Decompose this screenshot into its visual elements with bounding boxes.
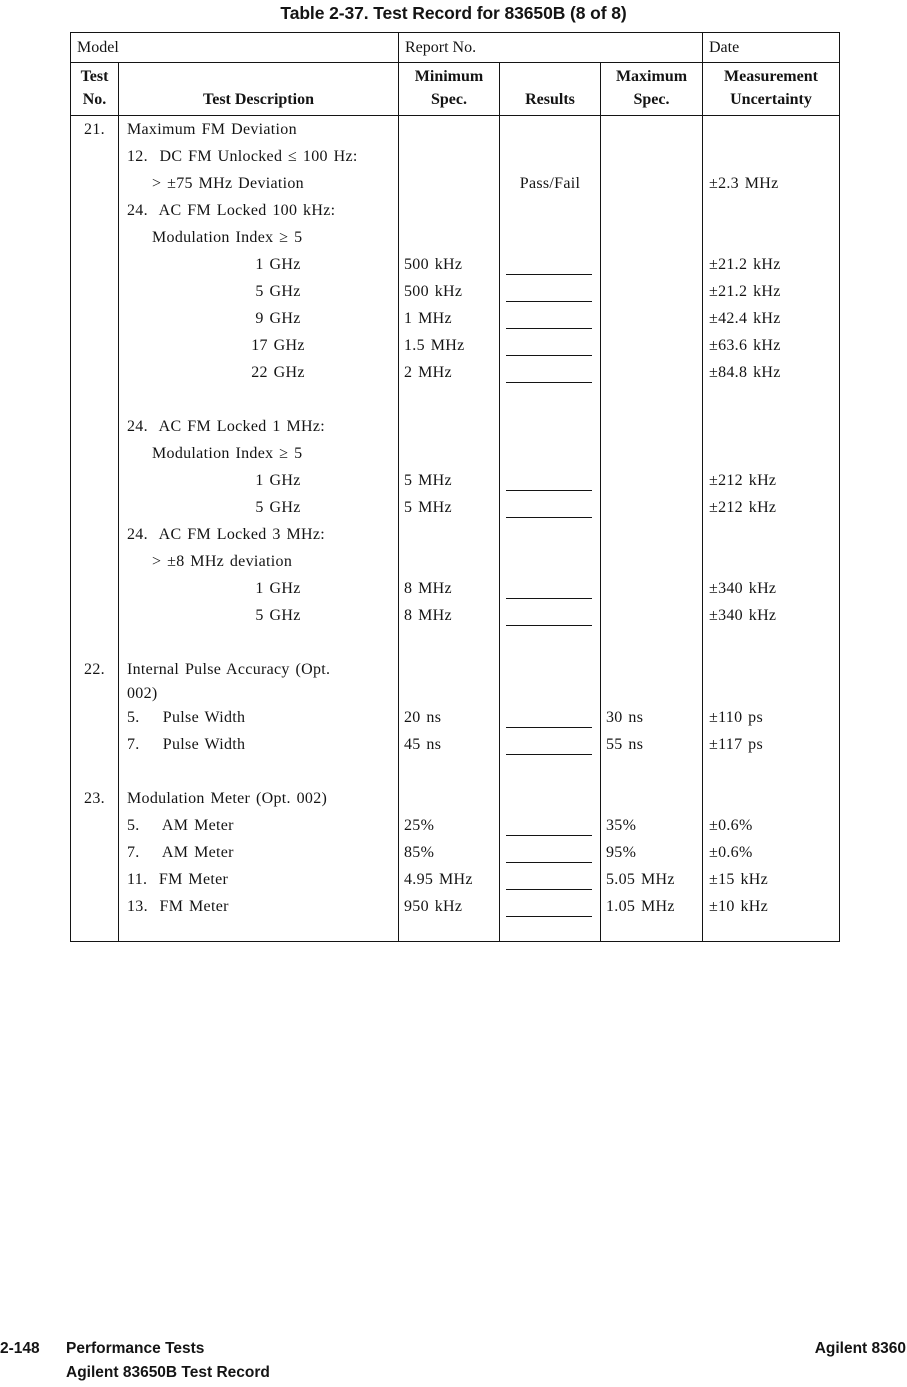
cell-minimum-spec: 5 MHz [399,494,500,521]
description-text: 5. Pulse Width [127,708,246,726]
column-header-test-no [71,63,119,115]
table-header-row [71,63,839,116]
column-header-line: Measurement [724,68,818,85]
cell-description [119,386,399,413]
cell-maximum-spec [601,386,703,413]
description-text: 002) [127,684,158,702]
cell-uncertainty: ±212 kHz [709,498,777,516]
table-row [71,656,839,683]
cell-minimum-spec: 500 kHz [399,251,500,278]
cell-minimum-spec [399,758,500,785]
description-text: 17 GHz [251,336,305,354]
description-text: 11. FM Meter [127,870,229,888]
table-row [71,467,839,494]
description-text: > ±8 MHz deviation [152,552,293,570]
column-header-line: No. [82,91,107,108]
cell-results [500,839,601,866]
cell-results [500,251,601,278]
table-row [71,197,839,224]
cell-test-no [71,704,119,731]
column-header-line: Uncertainty [730,91,812,108]
table-row [71,548,839,575]
cell-minimum-spec [399,920,500,941]
cell-description [119,278,399,305]
cell-maximum-spec: 5.05 MHz [601,866,703,893]
description-text: 5. AM Meter [127,816,234,834]
table-row [71,758,839,785]
description-text: 24. AC FM Locked 1 MHz: [127,417,325,435]
cell-uncertainty [703,548,839,575]
cell-uncertainty: ±21.2 kHz [709,282,781,300]
description-text: 22 GHz [251,363,305,381]
column-header-maximum-spec [601,63,703,115]
cell-description [119,305,399,332]
cell-test-no [71,629,119,656]
cell-results: Pass/Fail [500,170,601,197]
cell-results [500,332,601,359]
cell-results [500,359,601,386]
cell-uncertainty [703,116,839,143]
cell-test-no: 23. [71,785,119,812]
page-footer [0,1340,907,1387]
cell-test-no [71,521,119,548]
cell-maximum-spec [601,305,703,332]
description-text: Maximum FM Deviation [127,120,297,138]
result-blank-line [506,835,592,836]
cell-minimum-spec [399,785,500,812]
cell-maximum-spec [601,359,703,386]
report-no-field-label: Report No. [399,33,703,62]
cell-results [500,548,601,575]
cell-maximum-spec [601,785,703,812]
cell-minimum-spec [399,386,500,413]
cell-test-no [71,305,119,332]
cell-maximum-spec [601,278,703,305]
cell-minimum-spec: 85% [399,839,500,866]
description-text: 1 GHz [255,471,301,489]
table-row [71,170,839,197]
description-text: 1 GHz [255,579,301,597]
cell-description [119,758,399,785]
cell-description [119,839,399,866]
cell-description [119,116,399,143]
table-row [71,704,839,731]
cell-results [500,116,601,143]
cell-test-no [71,494,119,521]
cell-results [500,440,601,467]
cell-test-no [71,602,119,629]
description-text: 1 GHz [255,255,301,273]
result-blank-line [506,916,592,917]
cell-uncertainty: ±84.8 kHz [709,363,781,381]
cell-description [119,575,399,602]
cell-results [500,602,601,629]
cell-minimum-spec [399,656,500,683]
cell-description [119,170,399,197]
cell-results [500,278,601,305]
cell-uncertainty [703,224,839,251]
model-field-label: Model [71,33,399,62]
description-text: 5 GHz [255,282,301,300]
cell-results [500,893,601,920]
cell-minimum-spec [399,170,500,197]
cell-results [500,683,601,704]
cell-results [500,521,601,548]
description-text: 12. DC FM Unlocked ≤ 100 Hz: [127,147,358,165]
cell-test-no [71,920,119,941]
cell-minimum-spec [399,683,500,704]
cell-test-no [71,758,119,785]
cell-test-no [71,683,119,704]
footer-section-title: Agilent 83650B Test Record [66,1364,270,1381]
cell-description [119,440,399,467]
cell-maximum-spec: 95% [601,839,703,866]
cell-description [119,602,399,629]
cell-minimum-spec [399,197,500,224]
cell-minimum-spec: 5 MHz [399,467,500,494]
cell-uncertainty: ±340 kHz [709,579,777,597]
column-header-line: Maximum [615,68,688,85]
result-blank-line [506,301,592,302]
cell-description [119,359,399,386]
cell-minimum-spec [399,521,500,548]
cell-uncertainty [703,785,839,812]
result-blank-line [506,382,592,383]
column-header-line: Test [80,68,109,85]
cell-test-no [71,143,119,170]
cell-maximum-spec [601,548,703,575]
cell-maximum-spec [601,251,703,278]
cell-description [119,893,399,920]
result-blank-line [506,490,592,491]
result-blank-line [506,274,592,275]
cell-description [119,683,399,704]
cell-results [500,197,601,224]
cell-maximum-spec [601,521,703,548]
cell-minimum-spec [399,143,500,170]
cell-uncertainty [703,758,839,785]
table-row [71,575,839,602]
cell-maximum-spec [601,602,703,629]
cell-test-no [71,332,119,359]
description-text: 5 GHz [255,606,301,624]
cell-minimum-spec [399,629,500,656]
column-header-description [119,63,399,115]
cell-minimum-spec: 4.95 MHz [399,866,500,893]
cell-description [119,467,399,494]
cell-test-no [71,170,119,197]
cell-minimum-spec: 950 kHz [399,893,500,920]
cell-results [500,575,601,602]
cell-maximum-spec [601,656,703,683]
column-header-line: Test Description [203,91,314,108]
column-header-line [500,66,600,88]
cell-test-no [71,812,119,839]
result-blank-line [506,862,592,863]
cell-uncertainty: ±42.4 kHz [709,309,781,327]
cell-description [119,251,399,278]
cell-uncertainty [703,656,839,683]
cell-maximum-spec [601,467,703,494]
cell-results [500,143,601,170]
cell-description [119,920,399,941]
result-blank-line [506,625,592,626]
cell-description [119,494,399,521]
cell-uncertainty [703,197,839,224]
table-row [71,143,839,170]
cell-uncertainty: ±0.6% [709,843,753,861]
cell-results [500,785,601,812]
result-blank-line [506,754,592,755]
cell-maximum-spec [601,116,703,143]
table-row [71,629,839,656]
cell-description [119,785,399,812]
description-text: Modulation Meter (Opt. 002) [127,789,328,807]
description-text: 13. FM Meter [127,897,229,915]
cell-maximum-spec [601,170,703,197]
cell-uncertainty [703,629,839,656]
cell-uncertainty: ±15 kHz [709,870,769,888]
cell-description [119,731,399,758]
cell-results [500,224,601,251]
cell-test-no [71,548,119,575]
cell-maximum-spec: 35% [601,812,703,839]
description-text: 9 GHz [255,309,301,327]
result-blank-line [506,355,592,356]
cell-description [119,812,399,839]
table-row [71,116,839,143]
description-text: 5 GHz [255,498,301,516]
cell-results [500,494,601,521]
table-row [71,785,839,812]
cell-uncertainty [703,413,839,440]
column-header-line: Spec. [431,91,467,108]
table-body [71,116,839,941]
cell-minimum-spec [399,413,500,440]
cell-results [500,812,601,839]
table-meta-row [71,33,839,63]
cell-description [119,656,399,683]
column-header-measurement-uncertainty [703,63,839,115]
cell-results [500,731,601,758]
cell-test-no [71,893,119,920]
table-row [71,920,839,941]
cell-maximum-spec [601,683,703,704]
cell-maximum-spec [601,494,703,521]
table-row [71,251,839,278]
result-blank-line [506,328,592,329]
cell-minimum-spec: 500 kHz [399,278,500,305]
cell-minimum-spec: 2 MHz [399,359,500,386]
table-row [71,413,839,440]
table-row [71,731,839,758]
cell-test-no: 21. [71,116,119,143]
cell-minimum-spec: 25% [399,812,500,839]
cell-uncertainty: ±21.2 kHz [709,255,781,273]
column-header-minimum-spec [399,63,500,115]
cell-uncertainty [703,920,839,941]
cell-test-no [71,251,119,278]
page-number: 2-148 [0,1340,40,1357]
cell-test-no [71,224,119,251]
cell-test-no [71,386,119,413]
cell-results [500,629,601,656]
test-record-table [70,32,840,942]
cell-minimum-spec [399,440,500,467]
cell-results [500,656,601,683]
description-text: Internal Pulse Accuracy (Opt. [127,660,331,678]
description-text: 7. AM Meter [127,843,234,861]
cell-maximum-spec: 30 ns [601,704,703,731]
cell-results [500,866,601,893]
description-text: > ±75 MHz Deviation [152,174,304,192]
cell-test-no [71,413,119,440]
cell-maximum-spec [601,413,703,440]
cell-maximum-spec [601,920,703,941]
cell-uncertainty [703,521,839,548]
cell-results [500,467,601,494]
cell-test-no [71,866,119,893]
table-row [71,494,839,521]
cell-test-no [71,731,119,758]
table-row [71,839,839,866]
result-blank-line [506,727,592,728]
cell-test-no [71,278,119,305]
cell-uncertainty: ±63.6 kHz [709,336,781,354]
cell-uncertainty: ±10 kHz [709,897,769,915]
cell-maximum-spec [601,143,703,170]
date-field-label: Date [709,38,740,56]
cell-results [500,758,601,785]
cell-maximum-spec: 1.05 MHz [601,893,703,920]
result-blank-line [506,598,592,599]
description-text: Modulation Index ≥ 5 [152,444,303,462]
result-blank-line [506,517,592,518]
cell-description [119,704,399,731]
cell-test-no [71,839,119,866]
table-row [71,440,839,467]
table-row [71,332,839,359]
cell-description [119,866,399,893]
cell-results [500,413,601,440]
cell-minimum-spec [399,116,500,143]
table-row [71,305,839,332]
table-row [71,224,839,251]
cell-uncertainty [703,683,839,704]
description-text: Modulation Index ≥ 5 [152,228,303,246]
cell-uncertainty: ±110 ps [709,708,764,726]
cell-test-no [71,575,119,602]
cell-uncertainty: ±117 ps [709,735,764,753]
column-header-line: Spec. [633,91,670,108]
table-row [71,866,839,893]
cell-minimum-spec [399,224,500,251]
cell-maximum-spec [601,575,703,602]
cell-minimum-spec: 8 MHz [399,602,500,629]
cell-description [119,413,399,440]
cell-maximum-spec: 55 ns [601,731,703,758]
cell-uncertainty: ±212 kHz [709,471,777,489]
table-row [71,359,839,386]
cell-uncertainty: ±0.6% [709,816,753,834]
cell-maximum-spec [601,197,703,224]
footer-chapter-title: Performance Tests [66,1340,205,1357]
cell-description [119,197,399,224]
footer-product-name: Agilent 8360 [814,1340,906,1357]
cell-maximum-spec [601,224,703,251]
table-row [71,278,839,305]
cell-maximum-spec [601,440,703,467]
cell-test-no: 22. [71,656,119,683]
table-row [71,521,839,548]
cell-test-no [71,467,119,494]
cell-minimum-spec [399,548,500,575]
table-row [71,386,839,413]
cell-test-no [71,440,119,467]
cell-maximum-spec [601,758,703,785]
cell-description [119,224,399,251]
cell-description [119,332,399,359]
column-header-line [119,66,398,88]
column-header-line: Minimum [414,68,484,85]
cell-uncertainty: ±340 kHz [709,606,777,624]
cell-description [119,521,399,548]
description-text: 24. AC FM Locked 3 MHz: [127,525,325,543]
result-blank-line [506,889,592,890]
cell-results [500,704,601,731]
cell-description [119,629,399,656]
cell-maximum-spec [601,332,703,359]
cell-results [500,920,601,941]
table-row [71,683,839,704]
table-row [71,893,839,920]
cell-results [500,386,601,413]
description-text: 24. AC FM Locked 100 kHz: [127,201,336,219]
cell-minimum-spec: 45 ns [399,731,500,758]
cell-description [119,143,399,170]
cell-minimum-spec: 1 MHz [399,305,500,332]
cell-uncertainty [703,386,839,413]
cell-test-no [71,197,119,224]
cell-uncertainty: ±2.3 MHz [709,174,779,192]
cell-uncertainty [703,440,839,467]
cell-minimum-spec: 20 ns [399,704,500,731]
table-row [71,602,839,629]
description-text: 7. Pulse Width [127,735,246,753]
table-title: Table 2-37. Test Record for 83650B (8 of 8) [280,3,627,23]
cell-minimum-spec: 1.5 MHz [399,332,500,359]
cell-results [500,305,601,332]
cell-uncertainty [703,143,839,170]
column-header-results [500,63,601,115]
column-header-line: Results [525,91,575,108]
cell-minimum-spec: 8 MHz [399,575,500,602]
cell-test-no [71,359,119,386]
table-row [71,812,839,839]
cell-description [119,548,399,575]
cell-maximum-spec [601,629,703,656]
